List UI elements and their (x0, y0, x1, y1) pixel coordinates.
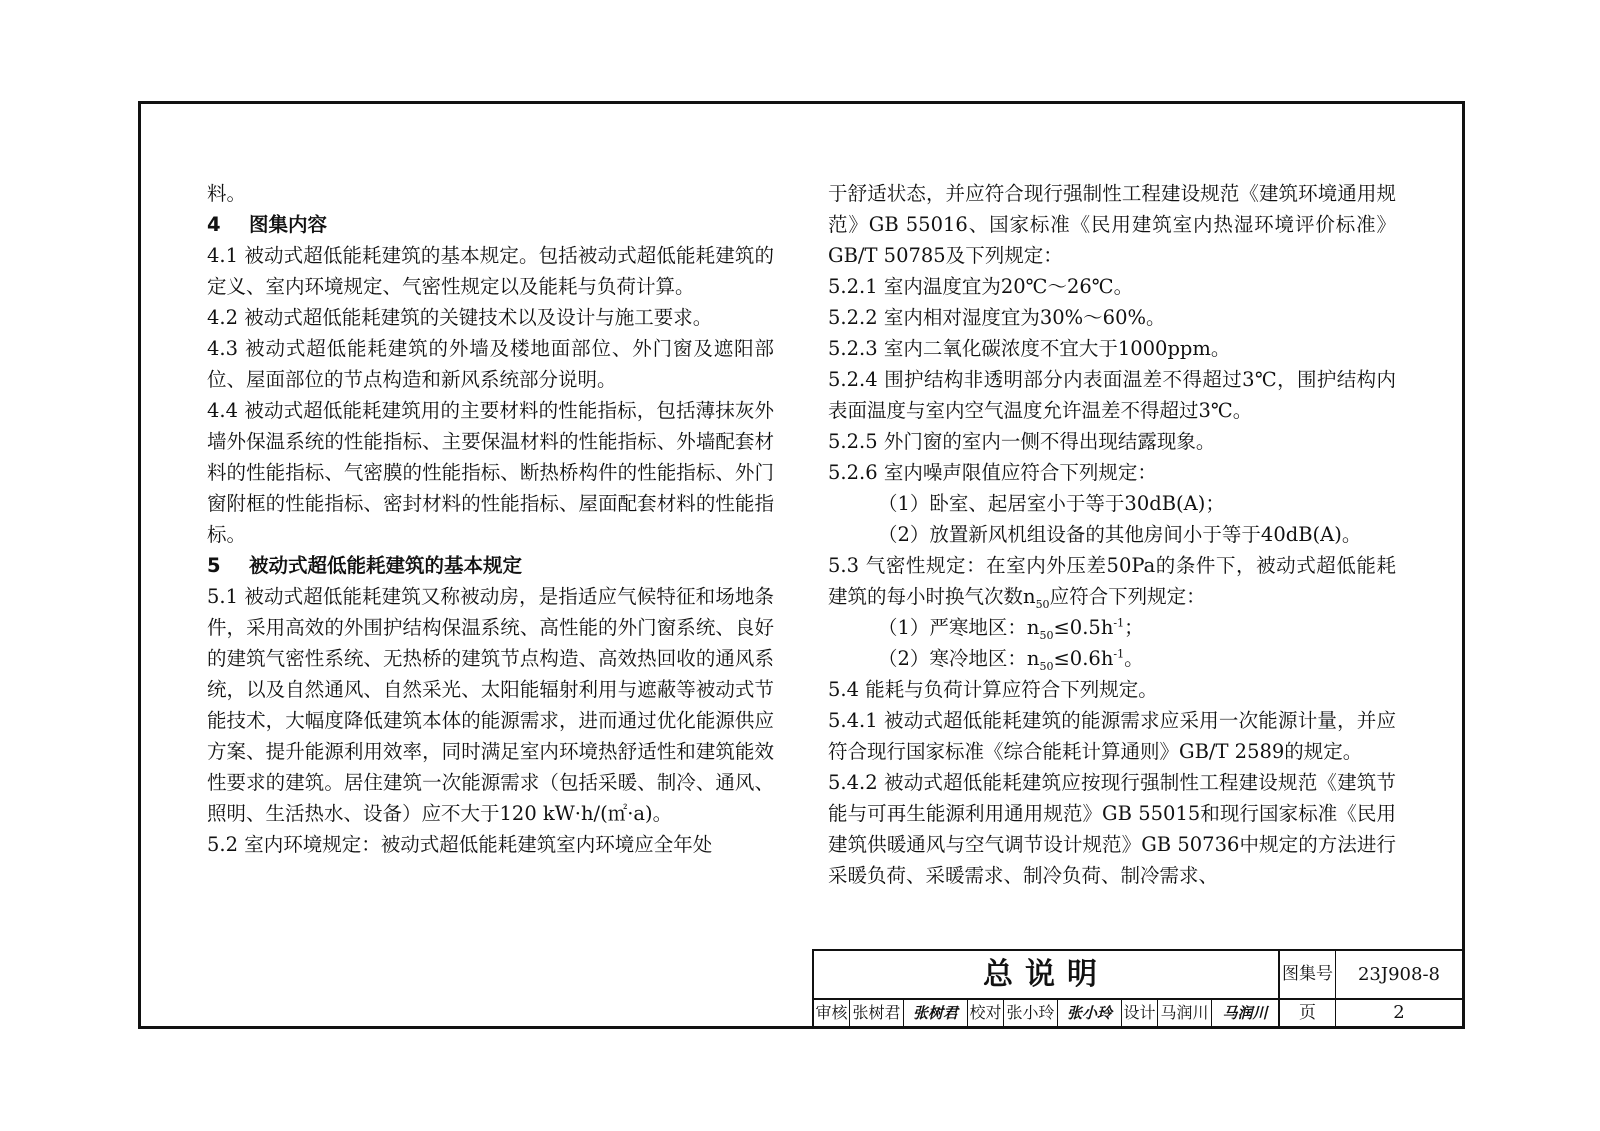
right-text-column (828, 178, 1396, 891)
subscript: 50 (1039, 659, 1054, 673)
list-item: （2）放置新风机组设备的其他房间小于等于40dB(A)。 (878, 523, 1362, 546)
text-run: （1）严寒地区：n (878, 616, 1040, 639)
paragraph: 4.3 被动式超低能耗建筑的外墙及楼地面部位、外门窗及遮阳部位、屋面部位的节点构造和新风系统部分说明。 (207, 337, 774, 391)
paragraph: 5.2.1 室内温度宜为20℃～26℃。 (828, 275, 1134, 298)
paragraph: 5.4.2 被动式超低能耗建筑应按现行强制性工程建设规范《建筑节能与可再生能源利用通用规范》GB 55015和现行国家标准《民用建筑供暖通风与空气调节设计规范》GB 50736中规定的方法进行采暖负荷、采暖需求、制冷负荷、制冷需求、 (828, 771, 1396, 887)
section-number: 5 (207, 554, 221, 577)
paragraph: 5.2.4 围护结构非透明部分内表面温差不得超过3℃，围护结构内表面温度与室内空气温度允许温差不得超过3℃。 (828, 368, 1396, 422)
review-label: 审核 (814, 1000, 850, 1026)
check-name: 张小玲 (1004, 1000, 1058, 1026)
text-run: （2）寒冷地区：n (878, 647, 1040, 670)
subscript: 50 (1039, 628, 1054, 642)
paragraph: 5.2.2 室内相对湿度宜为30%～60%。 (828, 306, 1166, 329)
superscript: -1 (1113, 647, 1125, 661)
paragraph (828, 550, 1396, 612)
paragraph: 5.4 能耗与负荷计算应符合下列规定。 (828, 678, 1158, 701)
signature-row (814, 1000, 1280, 1026)
page-label: 页 (1280, 1000, 1336, 1026)
design-label: 设计 (1122, 1000, 1158, 1026)
check-label: 校对 (968, 1000, 1004, 1026)
section-title: 图集内容 (249, 213, 328, 236)
paragraph: 4.2 被动式超低能耗建筑的关键技术以及设计与施工要求。 (207, 306, 713, 329)
section-heading (207, 209, 774, 240)
design-name: 马润川 (1158, 1000, 1212, 1026)
text-run: 5.3 气密性规定：在室内外压差50Pa的条件下，被动式超低能耗建筑的每小时换气次数n (828, 554, 1396, 608)
paragraph: 5.1 被动式超低能耗建筑又称被动房，是指适应气候特征和场地条件，采用高效的外围护结构保温系统、高性能的外门窗系统、良好的建筑气密性系统、无热桥的建筑节点构造、高效热回收的通风系统，以及自然通风、自然采光、太阳能辐射利用与遮蔽等被动式节能技术，大幅度降低建筑本体的能源需求，进而通过优化能源供应方案、提升能源利用效率，同时满足室内环境热舒适性和建筑能效性要求的建筑。居住建筑一次能源需求（包括采暖、制冷、通风、照明、生活热水、设备）应不大于120 kW·h/(㎡·a)。 (207, 585, 774, 825)
paragraph: 5.4.1 被动式超低能耗建筑的能源需求应采用一次能源计量，并应符合现行国家标准《综合能耗计算通则》GB/T 2589的规定。 (828, 709, 1396, 763)
paragraph (828, 612, 1396, 643)
paragraph: 料。 (207, 182, 247, 205)
section-heading (207, 550, 774, 581)
section-title: 被动式超低能耗建筑的基本规定 (249, 554, 523, 577)
text-run: 应符合下列规定： (1049, 585, 1206, 608)
paragraph: 于舒适状态，并应符合现行强制性工程建设规范《建筑环境通用规范》GB 55016、国家标准《民用建筑室内热湿环境评价标准》GB/T 50785及下列规定： (828, 182, 1396, 267)
text-run: ； (1124, 616, 1144, 639)
paragraph: 4.1 被动式超低能耗建筑的基本规定。包括被动式超低能耗建筑的定义、室内环境规定、气密性规定以及能耗与负荷计算。 (207, 244, 774, 298)
drawing-title: 总说明 (814, 951, 1280, 1000)
list-item: （1）卧室、起居室小于等于30dB(A)； (878, 492, 1225, 515)
page-number: 2 (1393, 1002, 1405, 1023)
left-text-column (207, 178, 774, 860)
paragraph (828, 643, 1396, 674)
atlas-number-value: 23J908-8 (1336, 951, 1462, 1000)
paragraph: 5.2.3 室内二氧化碳浓度不宜大于1000ppm。 (828, 337, 1231, 360)
text-run: ≤0.6h (1053, 647, 1114, 670)
title-block (812, 949, 1462, 1026)
atlas-number-label: 图集号 (1280, 951, 1336, 1000)
review-name: 张树君 (850, 1000, 904, 1026)
check-signature: 张小玲 (1058, 1000, 1122, 1026)
subscript: 50 (1035, 597, 1050, 611)
paragraph: 5.2.5 外门窗的室内一侧不得出现结露现象。 (828, 430, 1216, 453)
text-run: ≤0.5h (1053, 616, 1114, 639)
paragraph: 5.2.6 室内噪声限值应符合下列规定： (828, 461, 1157, 484)
text-run: 。 (1124, 647, 1144, 670)
paragraph: 5.2 室内环境规定：被动式超低能耗建筑室内环境应全年处 (207, 833, 713, 856)
paragraph: 4.4 被动式超低能耗建筑用的主要材料的性能指标，包括薄抹灰外墙外保温系统的性能指标、主要保温材料的性能指标、外墙配套材料的性能指标、气密膜的性能指标、断热桥构件的性能指标、外门窗附框的性能指标、密封材料的性能指标、屋面配套材料的性能指标。 (207, 399, 774, 546)
superscript: -1 (1113, 616, 1125, 630)
design-signature: 马润川 (1222, 1004, 1268, 1022)
review-signature: 张树君 (904, 1000, 968, 1026)
section-number: 4 (207, 213, 221, 236)
